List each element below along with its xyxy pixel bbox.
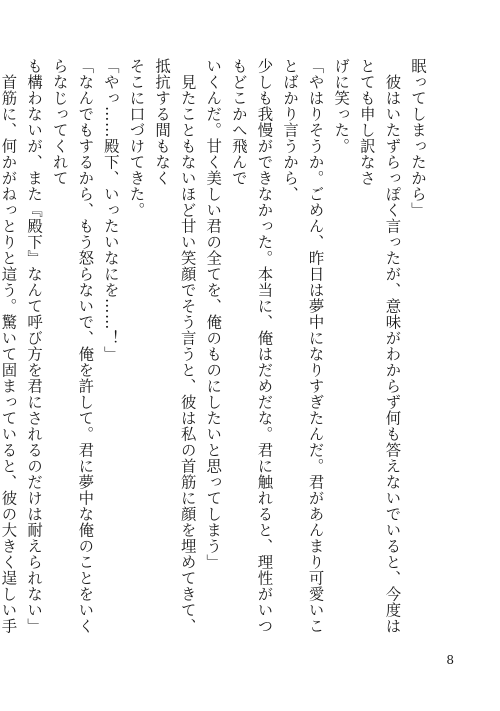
text-line: 眠ってしまったから」 — [409, 58, 427, 218]
text-line: そこに口づけてきた。 — [127, 58, 146, 218]
text-line: 「やっ……殿下、いったいなにを……！」 — [101, 58, 120, 362]
body-text — [0, 58, 430, 638]
page-number: 8 — [446, 653, 454, 667]
text-line: 首筋に、何かがねっとりと這う。驚いて固まっていると、彼の大きく逞しい手 — [0, 73, 18, 634]
text-line: も構わないが、また『殿下』なんて呼び方を君にされるのだけは耐えられない」 — [25, 58, 44, 634]
text-line: 「やはりそうか。ごめん、昨日は夢中になりすぎたんだ。君があんまり可愛いことばかり言うから、 — [281, 58, 325, 634]
text-line: 見たこともないほど甘い笑顔でそう言うと、彼は私の首筋に顔を埋めてきて、抵抗する間もなく — [153, 58, 197, 634]
text-line: いくんだ。甘く美しい君の全てを、俺のものにしたいと思ってしまう」 — [204, 58, 223, 570]
text-line: 少しも我慢ができなかった。本当に、俺はだめだな。君に触れると、理性がいつもどこかへ飛んで — [229, 58, 274, 634]
text-line: 彼はいたずらっぽく言ったが、意味がわからず何も答えないでいると、今度はとても申し訳なさ — [357, 58, 402, 634]
text-line: げに笑った。 — [332, 58, 351, 154]
text-line: 「なんでもするから、もう怒らないで、俺を許して。君に夢中な俺のことをいくらなじってくれて — [50, 58, 95, 634]
